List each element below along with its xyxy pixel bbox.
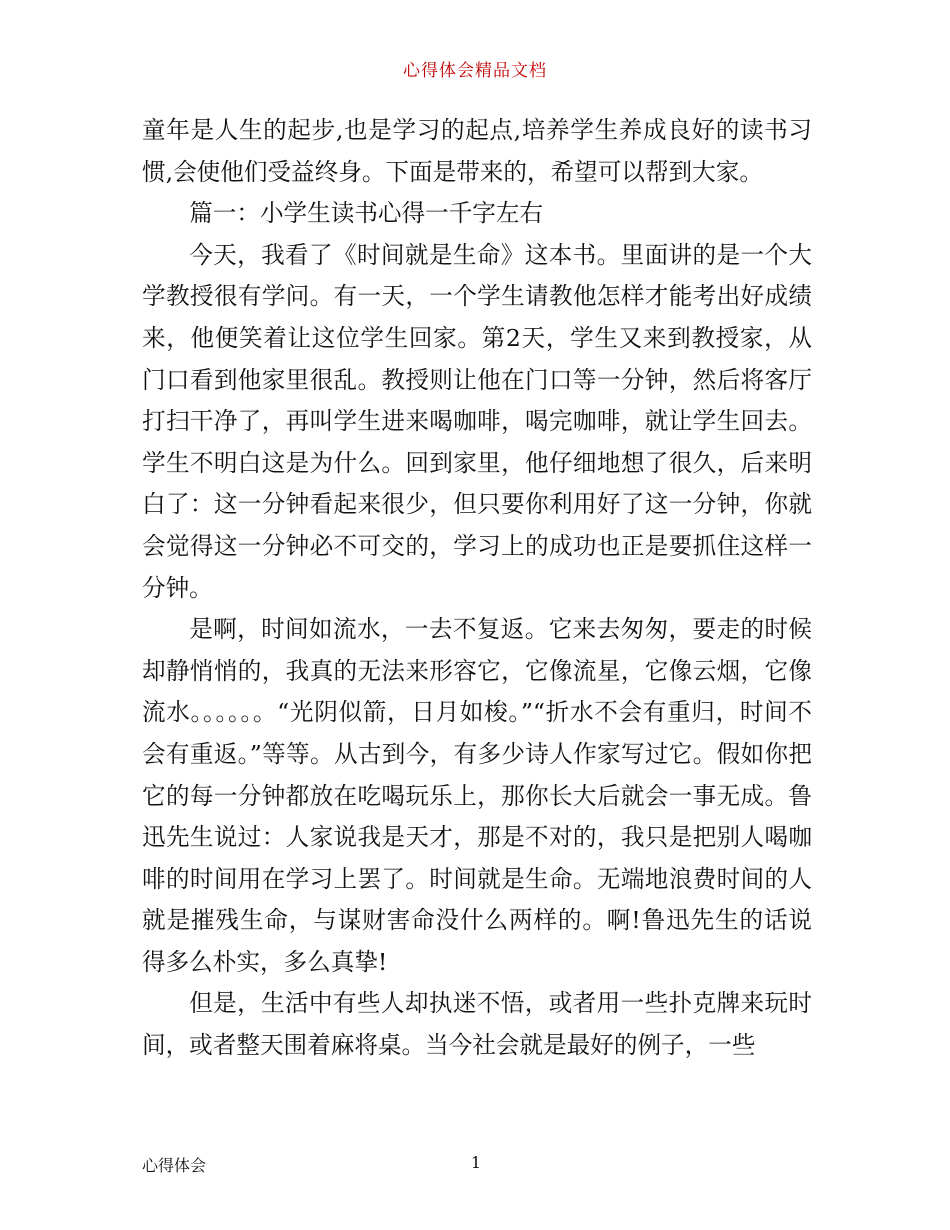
footer-label: 心得体会 bbox=[142, 1156, 207, 1175]
section-heading: 篇一：小学生读书心得一千字左右 bbox=[189, 199, 544, 228]
body-paragraph-1: 今天，我看了《时间就是生命》这本书。里面讲的是一个大学教授很有学问。有一天，一个学生请教他怎样才能考出好成绩来，他便笑着让这位学生回家。第2天，学生又来到教授家，从门口看到他家里很乱。教授则让他在门口等一分钟，然后将客厅打扫干净了，再叫学生进来喝咖啡，喝完咖啡，就让学生回去。学生不明白这是为什么。回到家里，他仔细地想了很久，后来明白了：这一分钟看起来很少，但只要你利用好了这一分钟，你就会觉得这一分钟必不可交的，学习上的成功也正是要抓住这样一分钟。 bbox=[142, 240, 812, 602]
page-header-title: 心得体会精品文档 bbox=[403, 61, 547, 81]
document-body bbox=[142, 110, 812, 1067]
intro-paragraph: 童年是人生的起步,也是学习的起点,培养学生养成良好的读书习惯,会使他们受益终身。下面是带来的，希望可以帮到大家。 bbox=[142, 116, 812, 186]
body-paragraph-2: 是啊，时间如流水，一去不复返。它来去匆匆，要走的时候却静悄悄的，我真的无法来形容它，它像流星，它像云烟，它像流水。。。。。。“光阴似箭，日月如梭。”“折水不会有重归，时间不会有重返。”等等。从古到今，有多少诗人作家写过它。假如你把它的每一分钟都放在吃喝玩乐上，那你长大后就会一事无成。鲁迅先生说过：人家说我是天才，那是不对的，我只是把别人喝咖啡的时间用在学习上罢了。时间就是生命。无端地浪费时间的人就是摧残生命，与谋财害命没什么两样的。啊!鲁迅先生的话说得多么朴实，多么真挚! bbox=[142, 615, 812, 976]
body-paragraph-3: 但是，生活中有些人却执迷不悟，或者用一些扑克牌来玩时间，或者整天围着麻将桌。当今社会就是最好的例子，一些 bbox=[142, 989, 812, 1060]
page-number: 1 bbox=[470, 1153, 482, 1172]
